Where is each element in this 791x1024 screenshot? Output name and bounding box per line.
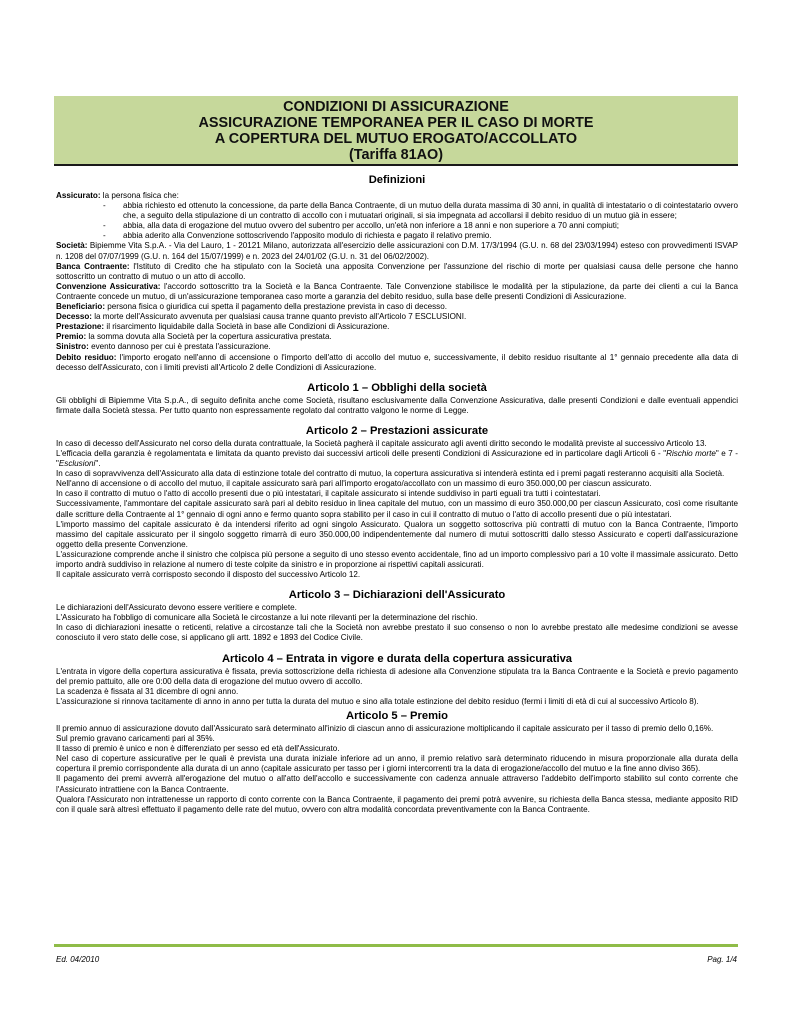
definition-item bbox=[56, 312, 738, 322]
list-item-text: abbia, alla data di erogazione del mutuo ovvero del subentro per accollo, un'età non inferiore a 18 anni e non superiore a 70 anni compiuti; bbox=[123, 221, 620, 231]
definition-item bbox=[56, 241, 738, 261]
definition-item bbox=[56, 282, 738, 302]
paragraph: Le dichiarazioni dell'Assicurato devono essere veritiere e complete. bbox=[56, 603, 297, 613]
paragraph: Successivamente, l'ammontare del capitale assicurato sarà pari al debito residuo in linea capitale del mutuo, con un massimo di euro 350.000,00 per ciascun Assicurato, così come risultante dalle scritture della Contraente al 1° gennaio di ogni anno e fermo quanto sopra stabilito per il caso in cui il contratto di mutuo o l'atto di accollo presenti due o più intestatari. bbox=[56, 499, 738, 519]
paragraph: L'assicurazione si rinnova tacitamente di anno in anno per tutta la durata del mutuo e sino alla totale estinzione del debito residuo (fermi i limiti di età di cui al successivo Articolo 8). bbox=[56, 696, 699, 706]
document-body bbox=[56, 172, 738, 815]
paragraph-italic: Esclusioni bbox=[58, 459, 96, 469]
definition-text: l'Istituto di Credito che ha stipulato con la Società una apposita Convenzione per l'assunzione del rischio di morte per qualsiasi causa delle persone che hanno sottoscritto un contratto di mutuo o un atto di accollo. bbox=[56, 261, 738, 281]
definition-term: Banca Contraente: bbox=[56, 261, 130, 271]
section-title-articolo-5: Articolo 5 – Premio bbox=[346, 709, 448, 722]
paragraph: La scadenza è fissata al 31 dicembre di ogni anno. bbox=[56, 686, 239, 696]
definition-text: la somma dovuta alla Società per la copertura assicurativa prestata. bbox=[86, 332, 332, 342]
definition-term: Debito residuo: bbox=[56, 352, 117, 362]
definition-term: Assicurato: bbox=[56, 191, 101, 200]
list-item-text: abbia aderito alla Convenzione sottoscrivendo l'apposito modulo di richiesta e pagato il relativo premio. bbox=[123, 231, 492, 241]
definition-term: Sinistro: bbox=[56, 342, 89, 352]
definition-term: Beneficiario: bbox=[56, 302, 106, 312]
title-line-3: A COPERTURA DEL MUTUO EROGATO/ACCOLLATO bbox=[214, 131, 578, 147]
paragraph: Il premio annuo di assicurazione dovuto dall'Assicurato sarà determinato all'inizio di ciascun anno di assicurazione moltiplicando il capitale assicurato per il tasso di premio dello 0,16%. bbox=[56, 723, 714, 733]
definition-item bbox=[56, 332, 738, 342]
section-title-articolo-1: Articolo 1 – Obblighi della società bbox=[307, 381, 487, 394]
list-item: - abbia richiesto ed ottenuto la concessione, da parte della Banca Contraente, di un mutuo della durata massima di 30 anni, in qualità di intestatario o di cointestatario ovvero che, a seguito della stipulazione di un contratto di accollo con i mutuatari originali, si sia impegnata ad accollarsi il debito residuo di un mutuo già in essere; bbox=[103, 201, 738, 221]
definition-term: Società: bbox=[56, 241, 88, 251]
paragraph: In caso di sopravvivenza dell'Assicurato alla data di estinzione totale del contratto di mutuo, la copertura assicurativa si intenderà estinta ed i premi pagati resteranno acquisiti alla Società. bbox=[56, 469, 725, 479]
paragraph-text: " e 7 - " bbox=[56, 448, 738, 469]
paragraph: In caso il contratto di mutuo o l'atto di accollo presenti due o più intestatari, il capitale assicurato si intende suddiviso in parti eguali tra tutti i cointestatari. bbox=[56, 489, 601, 499]
paragraph: L'entrata in vigore della copertura assicurativa è fissata, previa sottoscrizione della richiesta di adesione alla Convenzione stipulata tra la Banca Contraente e la Società e previo pagamento del premio pattuito, alle ore 0:00 della data di erogazione del mutuo ovvero di accollo. bbox=[56, 666, 738, 686]
paragraph: L'assicurazione comprende anche il sinistro che colpisca più persone a seguito di uno stesso evento accidentale, fino ad un importo complessivo pari a 10 volte il massimale assicurato. Detto importo andrà suddiviso in relazione al numero di teste colpite da sinistro e in proporzione ai rispettivi capitali assicurati. bbox=[56, 549, 738, 569]
definition-term: Decesso: bbox=[56, 312, 92, 322]
document-header bbox=[54, 96, 738, 166]
paragraph-italic: Rischio morte bbox=[666, 448, 716, 458]
paragraph: Il tasso di premio è unico e non è differenziato per sesso ed età dell'Assicurato. bbox=[56, 744, 340, 754]
paragraph: Gli obblighi di Bipiemme Vita S.p.A., di seguito definita anche come Società, risultano esclusivamente dalla Convenzione Assicurativa, dalle presenti Condizioni e dalle eventuali appendici firmate dalla Società stessa. Per tutto quanto non espressamente regolato dal contratto valgono le norme di Legge. bbox=[56, 395, 738, 415]
definition-item bbox=[56, 302, 738, 312]
definition-term: Convenzione Assicurativa: bbox=[56, 281, 161, 291]
definition-item bbox=[56, 353, 738, 373]
list-item-text: abbia richiesto ed ottenuto la concessione, da parte della Banca Contraente, di un mutuo della durata massima di 30 anni, in qualità di intestatario o di cointestatario ovvero che, a seguito della stipulazione di un contratto di accollo con i mutuatari originali, si sia impegnata ad accollarsi il debito residuo di un mutuo già in essere; bbox=[123, 201, 738, 221]
paragraph: L'Assicurato ha l'obbligo di comunicare alla Società le circostanze a lui note rilevanti per la determinazione del rischio. bbox=[56, 613, 478, 623]
definition-item bbox=[56, 262, 738, 282]
paragraph: In caso di dichiarazioni inesatte o reticenti, relative a circostanze tali che la Società non avrebbe prestato il suo consenso o non lo avrebbe prestato alle medesime condizioni se avesse conosciuto il vero stato delle cose, si applicano gli artt. 1892 e 1893 del Codice Civile. bbox=[56, 623, 738, 643]
paragraph: Il pagamento dei premi avverrà all'erogazione del mutuo o all'atto dell'accollo e successivamente con cadenza annuale attraverso l'addebito dell'importo stabilito sul conto corrente che l'Assicurato intrattiene con la Banca Contraente. bbox=[56, 774, 738, 794]
section-title-definizioni: Definizioni bbox=[368, 174, 426, 186]
paragraph: In caso di decesso dell'Assicurato nel corso della durata contrattuale, la Società pagherà il capitale assicurato agli aventi diritto secondo le modalità previste al successivo Articolo 13. bbox=[56, 438, 707, 448]
definition-text: l'importo erogato nell'anno di accensione o l'importo dell'atto di accollo del mutuo e, successivamente, il debito residuo risultante al 1° gennaio precedente alla data di decesso dell'Assicurato, con i limiti previsti all'Articolo 2 delle Condizioni di Assicurazione. bbox=[56, 352, 738, 372]
paragraph: Il capitale assicurato verrà corrisposto secondo il disposto del successivo Articolo 12. bbox=[56, 570, 361, 580]
title-line-1: CONDIZIONI DI ASSICURAZIONE bbox=[283, 99, 509, 115]
paragraph: Qualora l'Assicurato non intrattenesse un rapporto di conto corrente con la Banca Contraente, il pagamento dei premi potrà avvenire, su richiesta della Banca stessa, mediante apposito RID con il quale sarà altresì effettuato il pagamento delle rate del mutuo, ovvero con altra modalità concordata preventivamente con la Banca Contraente. bbox=[56, 794, 738, 814]
definition-term: Prestazione: bbox=[56, 322, 105, 332]
section-title-articolo-4: Articolo 4 – Entrata in vigore e durata della copertura assicurativa bbox=[221, 652, 573, 665]
list-item: - abbia, alla data di erogazione del mutuo ovvero del subentro per accollo, un'età non inferiore a 18 anni e non superiore a 70 anni compiuti; bbox=[103, 221, 620, 231]
section-title-articolo-2: Articolo 2 – Prestazioni assicurate bbox=[305, 424, 489, 437]
definition-text: la morte dell'Assicurato avvenuta per qualsiasi causa tranne quanto previsto all'Articolo 7 ESCLUSIONI. bbox=[92, 312, 467, 322]
definition-text: evento dannoso per cui è prestata l'assicurazione. bbox=[88, 342, 271, 352]
definition-item bbox=[56, 322, 738, 332]
paragraph: Nel caso di coperture assicurative per le quali è prevista una durata iniziale inferiore ad un anno, il premio relativo sarà determinato riducendo in misura proporzionale alla durata della copertura il premio corrispondente alla durata di un anno (capitale assicurato per tasso per i giorni intercorrenti tra la data di erogazione/accollo del mutuo e la fine anno diviso 365). bbox=[56, 754, 738, 774]
paragraph-text: L'efficacia della garanzia è regolamentata e limitata da quanto previsto dai successivi articoli delle presenti Condizioni di Assicurazione ed in particolare dagli Articoli 6 - " bbox=[56, 448, 667, 458]
page-number: Pag. 1/4 bbox=[707, 955, 737, 964]
footer-divider bbox=[54, 944, 738, 947]
definition-text: la persona fisica che: bbox=[100, 191, 179, 200]
list-item: - abbia aderito alla Convenzione sottoscrivendo l'apposito modulo di richiesta e pagato il relativo premio. bbox=[103, 231, 492, 241]
paragraph: Nell'anno di accensione o di accollo del mutuo, il capitale assicurato sarà pari all'importo erogato/accollato con un massimo di euro 350.000,00 per ciascun assicurato. bbox=[56, 479, 652, 489]
section-title-articolo-3: Articolo 3 – Dichiarazioni dell'Assicurato bbox=[288, 589, 506, 602]
definition-text: Bipiemme Vita S.p.A. - Via del Lauro, 1 - 20121 Milano, autorizzata all'esercizio delle assicurazioni con D.M. 17/3/1994 (G.U. n. 68 del 23/03/1994) esteso con provvedimenti ISVAP n. 1208 del 07/07/1999 (G.U. n. 164 del 15/07/1999) e n. 2023 del 24/01/02 (G.U. n. 31 del 06/02/2002). bbox=[56, 241, 738, 261]
definition-term: Premio: bbox=[56, 332, 87, 342]
edition-label: Ed. 04/2010 bbox=[56, 955, 100, 964]
definition-text: persona fisica o giuridica cui spetta il pagamento della prestazione prevista in caso di decesso. bbox=[105, 302, 447, 312]
title-line-4: (Tariffa 81AO) bbox=[348, 147, 444, 163]
definition-text: l'accordo sottoscritto tra la Società e la Banca Contraente. Tale Convenzione stabilisce le modalità per la stipulazione, da parte dei clienti a cui la Banca Contraente concede un mutuo, di un'assicurazione temporanea caso morte a garanzia del debito residuo, sulla base delle presenti Condizioni di Assicurazione. bbox=[56, 281, 739, 301]
title-line-2: ASSICURAZIONE TEMPORANEA PER IL CASO DI MORTE bbox=[198, 115, 594, 131]
paragraph-text: ". bbox=[95, 459, 101, 469]
definition-assicurato bbox=[56, 191, 738, 201]
paragraph: L'importo massimo del capitale assicurato è da intendersi riferito ad ogni singolo Assicurato. Qualora un soggetto sottoscriva più contratti di mutuo con la Banca Contraente, l'importo massimo del capitale assicurato per il singolo soggetto rimarrà di euro 350.000,00 indipendentemente dal numero di mutui sottoscritti dallo stesso Assicurato e coperti dall'assicurazione oggetto della presente Convenzione. bbox=[56, 519, 738, 549]
definition-text: il risarcimento liquidabile dalla Società in base alle Condizioni di Assicurazione. bbox=[104, 322, 390, 332]
paragraph: Sul premio gravano caricamenti pari al 35%. bbox=[56, 734, 215, 744]
definition-item bbox=[56, 342, 738, 352]
paragraph bbox=[56, 449, 738, 469]
